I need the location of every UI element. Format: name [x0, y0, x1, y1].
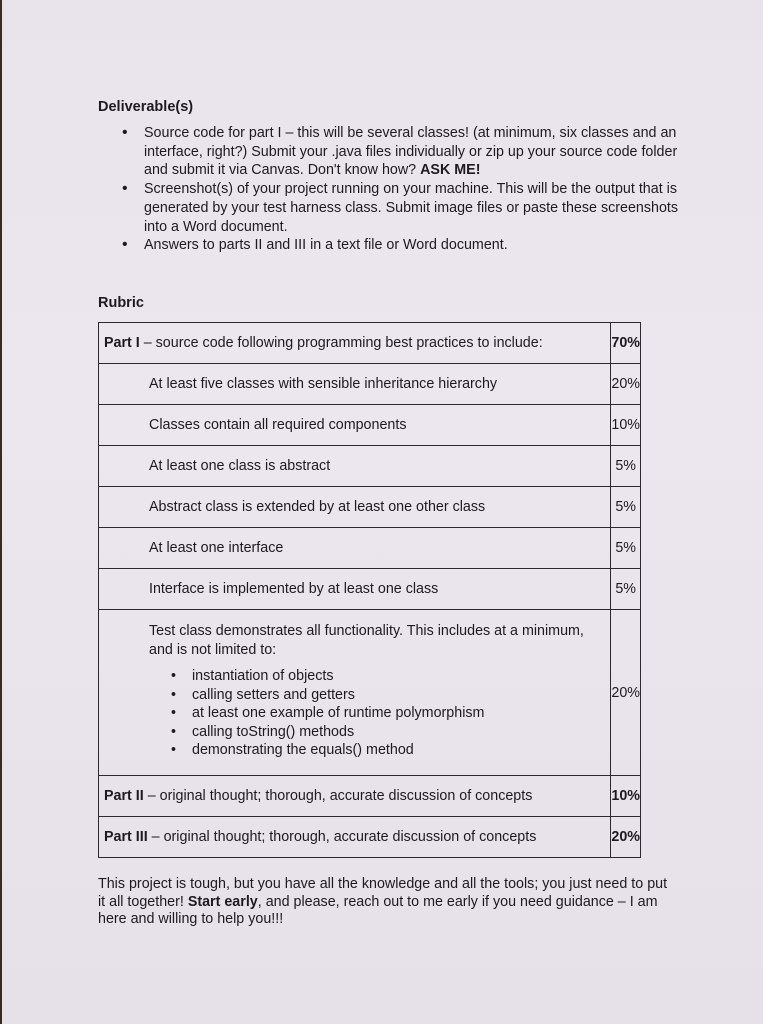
criterion-text: At least one interface	[99, 528, 611, 569]
part1-pct: 70%	[611, 323, 641, 364]
table-row	[99, 817, 641, 858]
deliverables-list	[122, 124, 682, 255]
list-item: • at least one example of runtime polymorphism	[171, 704, 600, 723]
deliverables-heading: Deliverable(s)	[98, 99, 194, 115]
list-item: • instantiation of objects	[171, 667, 600, 686]
rubric-table	[98, 322, 641, 858]
closing-text: This project is tough, but you have all the knowledge and all the tools; you just need to put it all together!	[98, 876, 668, 910]
part2-text: – original thought; thorough, accurate discussion of concepts	[143, 788, 533, 804]
list-item	[122, 236, 682, 255]
part2-pct: 10%	[611, 776, 641, 817]
closing-emphasis: Start early	[187, 893, 258, 910]
criterion-pct: 5%	[611, 569, 641, 610]
deliverable-text: Screenshot(s) of your project running on your machine. This will be the output that is generated by your test harness class. Submit image files or paste these screenshots into a Word document.	[144, 181, 679, 235]
criterion-pct: 10%	[611, 405, 641, 446]
criterion-pct: 5%	[611, 528, 641, 569]
criterion-text: Interface is implemented by at least one class	[99, 569, 611, 610]
list-item	[122, 180, 682, 236]
list-item: • calling setters and getters	[171, 686, 600, 705]
part1-text: – source code following programming best practices to include:	[139, 335, 543, 351]
part3-pct: 20%	[611, 817, 641, 858]
deliverable-text: Source code for part I – this will be several classes! (at minimum, six classes and an interface, right?) Submit your .java files individually or zip up your source code folder and submit it via Canvas. Don't know how?	[144, 125, 678, 179]
table-row	[99, 776, 641, 817]
part3-label: Part III	[104, 829, 148, 845]
deliverable-emphasis: ASK ME!	[420, 162, 481, 179]
list-item: • demonstrating the equals() method	[171, 741, 600, 760]
criterion-text: At least one class is abstract	[99, 446, 611, 487]
part1-label: Part I	[104, 335, 140, 351]
table-row	[99, 528, 641, 569]
test-class-bullets	[149, 667, 600, 760]
test-class-pct: 20%	[611, 610, 641, 776]
criterion-pct: 5%	[611, 446, 641, 487]
criterion-pct: 5%	[611, 487, 641, 528]
part2-label: Part II	[104, 788, 144, 804]
table-row	[99, 487, 641, 528]
rubric-heading: Rubric	[98, 295, 144, 311]
closing-paragraph	[98, 876, 678, 929]
table-row	[99, 610, 641, 776]
criterion-text: At least five classes with sensible inheritance hierarchy	[99, 364, 611, 405]
part2-cell	[99, 776, 611, 817]
criterion-text: Classes contain all required components	[99, 405, 611, 446]
table-row	[99, 364, 641, 405]
table-row	[99, 323, 641, 364]
test-class-cell	[99, 610, 611, 776]
table-row	[99, 405, 641, 446]
list-item: • calling toString() methods	[171, 723, 600, 742]
part1-cell	[99, 323, 611, 364]
criterion-pct: 20%	[611, 364, 641, 405]
part3-cell	[99, 817, 611, 858]
closing-text-end: , and please, reach out to me early if you need guidance – I am here and willing to help you!!!	[98, 893, 658, 927]
table-row	[99, 569, 641, 610]
part3-text: – original thought; thorough, accurate discussion of concepts	[147, 829, 537, 845]
test-class-intro: Test class demonstrates all functionality. This includes at a minimum, and is not limited to:	[149, 623, 584, 658]
table-row	[99, 446, 641, 487]
list-item	[122, 124, 682, 180]
criterion-text: Abstract class is extended by at least one other class	[99, 487, 611, 528]
paper-page	[2, 0, 763, 1024]
deliverable-text: Answers to parts II and III in a text file or Word document.	[144, 237, 508, 254]
